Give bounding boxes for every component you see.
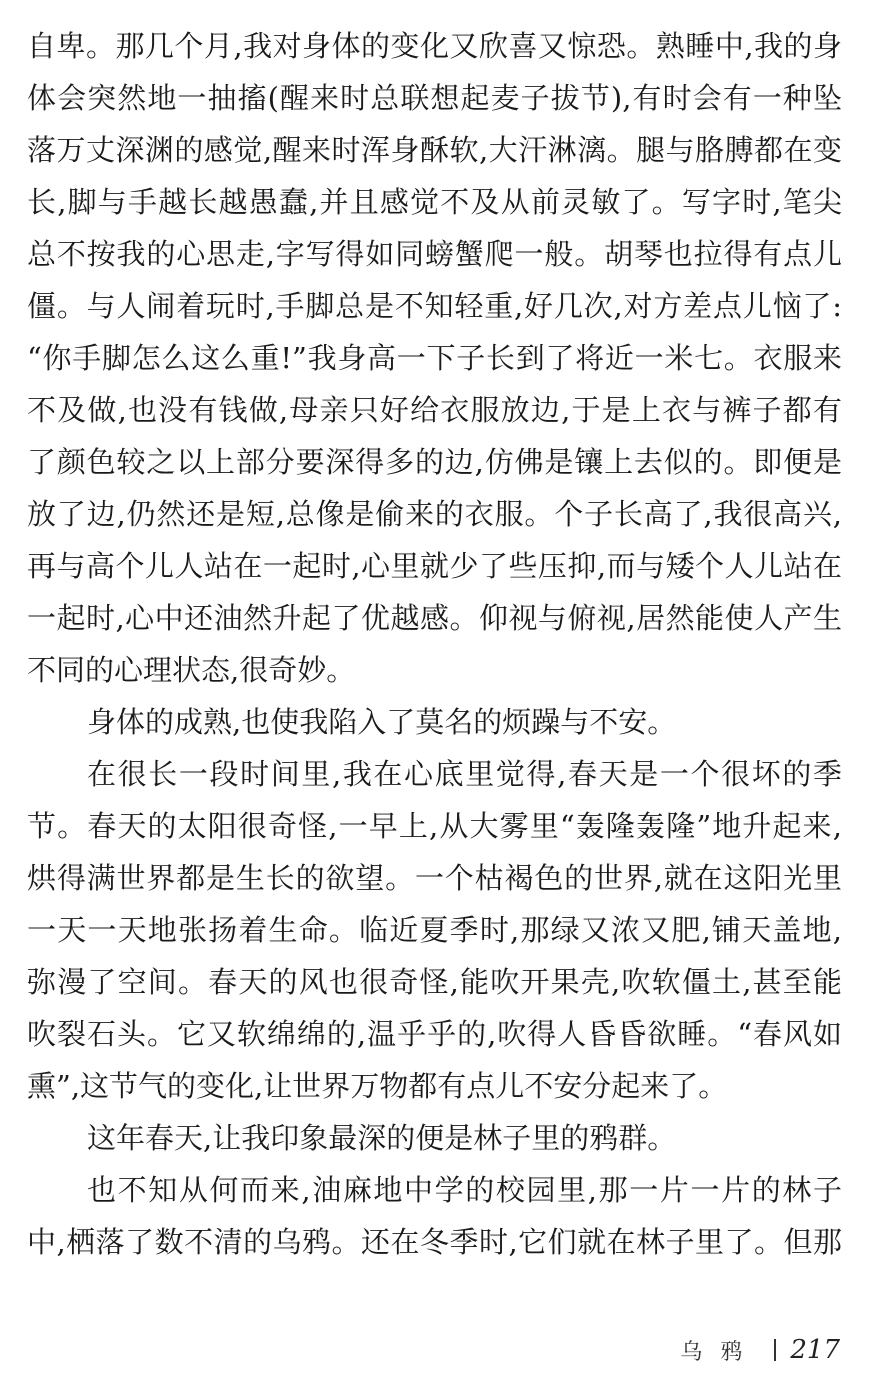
text-line: “你手脚怎么这么重!”我身高一下子长到了将近一米七。衣服来 — [27, 341, 842, 375]
text-line: 一天一天地张扬着生命。临近夏季时,那绿又浓又肥,铺天盖地, — [27, 913, 842, 947]
text-line: 吹裂石头。它又软绵绵的,温乎乎的,吹得人昏昏欲睡。“春风如 — [27, 1017, 842, 1051]
text-line: 再与高个儿人站在一起时,心里就少了些压抑,而与矮个人儿站在 — [27, 549, 842, 583]
paragraph-line: 这年春天,让我印象最深的便是林子里的鸦群。 — [87, 1121, 677, 1155]
body-text — [27, 20, 842, 1268]
text-line: 中,栖落了数不清的乌鸦。还在冬季时,它们就在林子里了。但那 — [27, 1225, 842, 1259]
paragraph-line: 身体的成熟,也使我陷入了莫名的烦躁与不安。 — [87, 705, 677, 739]
text-line: 节。春天的太阳很奇怪,一早上,从大雾里“轰隆轰隆”地升起来, — [27, 809, 842, 843]
text-line: 不同的心理状态,很奇妙。 — [27, 653, 356, 687]
text-line: 落万丈深渊的感觉,醒来时浑身酥软,大汗淋漓。腿与胳膊都在变 — [27, 133, 842, 167]
paragraph-line: 在很长一段时间里,我在心底里觉得,春天是一个很坏的季 — [87, 757, 842, 791]
text-line: 长,脚与手越长越愚蠢,并且感觉不及从前灵敏了。写字时,笔尖 — [27, 185, 842, 219]
text-line: 自卑。那几个月,我对身体的变化又欣喜又惊恐。熟睡中,我的身 — [27, 29, 842, 63]
text-line: 一起时,心中还油然升起了优越感。仰视与俯视,居然能使人产生 — [27, 601, 842, 635]
text-line: 烘得满世界都是生长的欲望。一个枯褐色的世界,就在这阳光里 — [27, 861, 842, 895]
text-line: 总不按我的心思走,字写得如同螃蟹爬一般。胡琴也拉得有点儿 — [27, 237, 842, 271]
running-title: 乌鸦 — [680, 1339, 761, 1365]
paragraph-line: 也不知从何而来,油麻地中学的校园里,那一片一片的林子 — [87, 1173, 842, 1207]
page-footer — [680, 1330, 840, 1370]
footer-divider — [774, 1339, 776, 1361]
text-line: 放了边,仍然还是短,总像是偷来的衣服。个子长高了,我很高兴, — [27, 497, 842, 531]
text-line: 体会突然地一抽搐(醒来时总联想起麦子拔节),有时会有一种坠 — [27, 81, 842, 115]
text-line: 熏”,这节气的变化,让世界万物都有点儿不安分起来了。 — [27, 1069, 728, 1103]
text-line: 弥漫了空间。春天的风也很奇怪,能吹开果壳,吹软僵土,甚至能 — [27, 965, 842, 999]
text-line: 不及做,也没有钱做,母亲只好给衣服放边,于是上衣与裤子都有 — [27, 393, 842, 427]
page-number: 217 — [790, 1335, 840, 1365]
text-line: 了颜色较之以上部分要深得多的边,仿佛是镶上去似的。即便是 — [27, 445, 842, 479]
text-line: 僵。与人闹着玩时,手脚总是不知轻重,好几次,对方差点儿恼了: — [27, 289, 842, 323]
